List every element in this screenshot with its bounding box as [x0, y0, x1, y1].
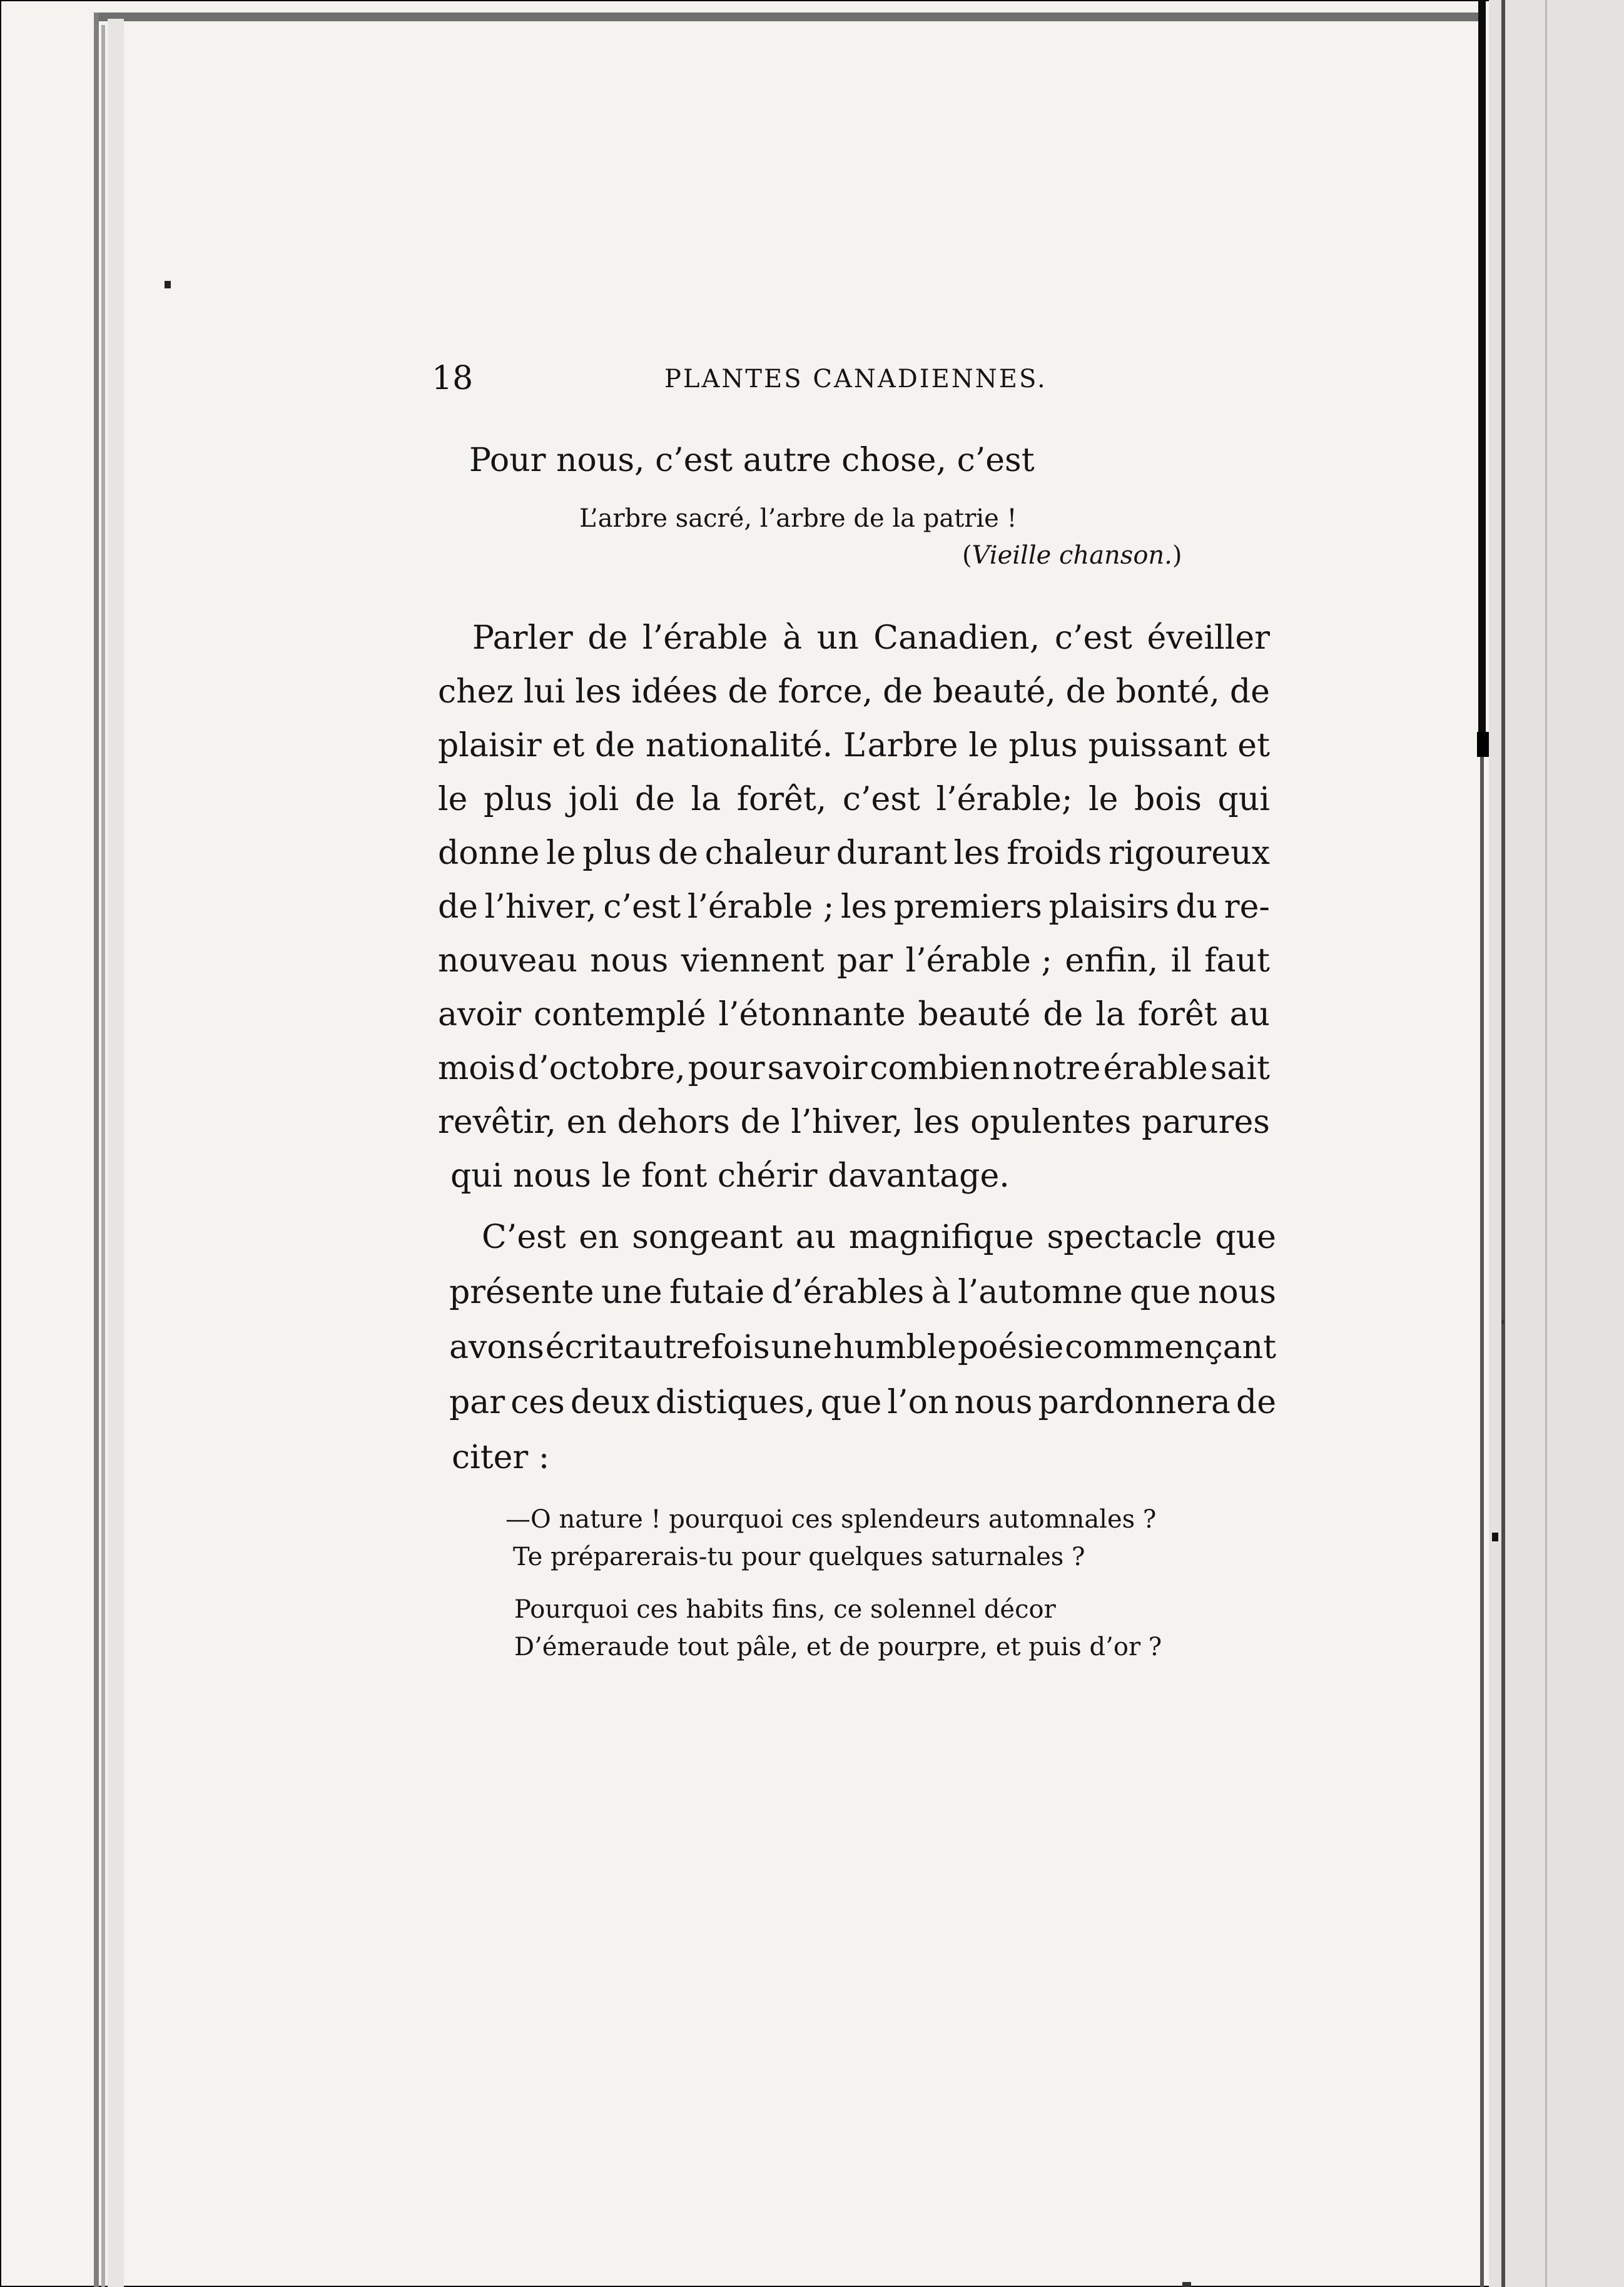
word: humble	[833, 1329, 957, 1366]
word: plaisirs	[1048, 888, 1169, 926]
word: durant	[836, 834, 947, 872]
word: une	[601, 1274, 662, 1311]
binding-edge-line	[1480, 757, 1484, 2287]
margin-speck-4	[1182, 2282, 1191, 2287]
poem-verse: D’émeraude tout pâle, et de pourpre, et puis d’or ?	[514, 1633, 1162, 1661]
paragraph-line	[438, 1050, 1270, 1087]
word: au	[1229, 996, 1270, 1033]
word: que	[820, 1384, 882, 1421]
word: distiques,	[655, 1384, 815, 1421]
word: plus	[483, 781, 553, 818]
poem-verse: —O nature ! pourquoi ces splendeurs automnales ?	[505, 1505, 1157, 1534]
opening-line: Pour nous, c’est autre chose, c’est	[469, 442, 1035, 479]
word: force,	[778, 673, 873, 711]
word: futaie	[669, 1274, 765, 1311]
word: que	[1215, 1219, 1276, 1256]
word: plaisir	[438, 727, 542, 764]
word: plus	[1008, 727, 1078, 764]
word: de	[1236, 1384, 1276, 1421]
word: en	[579, 1219, 619, 1256]
paragraph-last-line: citer :	[452, 1439, 550, 1476]
word: nous	[954, 1384, 1033, 1421]
word: L’arbre	[843, 727, 958, 764]
word: le	[438, 781, 468, 818]
margin-speck-2	[1492, 1533, 1498, 1541]
word: au	[795, 1219, 836, 1256]
word: l’hiver,	[484, 888, 597, 926]
paragraph-line	[438, 673, 1270, 711]
word: l’automne	[958, 1274, 1123, 1311]
word: beauté,	[933, 673, 1056, 711]
word: nous	[1197, 1274, 1276, 1311]
word: une	[771, 1329, 833, 1366]
word: Parler	[472, 619, 573, 657]
word: de	[728, 673, 768, 711]
word: de	[634, 781, 675, 818]
word: songeant	[632, 1219, 783, 1256]
paragraph-line	[438, 888, 1270, 926]
word: idées	[631, 673, 718, 711]
word: de	[1065, 673, 1106, 711]
word: l’érable;	[936, 781, 1073, 818]
word: il	[1170, 942, 1192, 980]
word: pour	[688, 1050, 765, 1087]
word: c’est	[603, 888, 681, 926]
word: par	[836, 942, 893, 980]
word: l’érable ;	[905, 942, 1052, 980]
poem-verse: Pourquoi ces habits fins, ce solennel décor	[514, 1595, 1056, 1624]
word: joli	[568, 781, 619, 818]
word: le	[1089, 781, 1119, 818]
word: d’érables	[771, 1274, 925, 1311]
word: de	[587, 619, 628, 657]
word: premiers	[893, 888, 1042, 926]
paragraph-line	[438, 727, 1270, 764]
word: dehors	[617, 1103, 730, 1141]
word: bonté,	[1115, 673, 1220, 711]
word: re-	[1224, 888, 1270, 926]
page-frame-left-shadow	[108, 19, 124, 2287]
paragraph-line	[438, 1103, 1270, 1141]
page-number: 18	[432, 360, 474, 397]
word: combien	[870, 1050, 1010, 1087]
word: faut	[1204, 942, 1270, 980]
word: le	[546, 834, 576, 872]
paragraph-line	[438, 834, 1270, 872]
binding-edge-bar	[1478, 0, 1486, 757]
word: la	[1095, 996, 1125, 1033]
song-attribution	[962, 541, 1182, 570]
page-header	[432, 360, 1063, 410]
word: à	[931, 1274, 951, 1311]
word: plus	[582, 834, 652, 872]
word: le	[968, 727, 998, 764]
word: sait	[1210, 1050, 1270, 1087]
word: ces	[510, 1384, 565, 1421]
word: donne	[438, 834, 540, 872]
word: forêt	[1137, 996, 1217, 1033]
word: commençant	[1065, 1329, 1276, 1366]
word: éveiller	[1147, 619, 1270, 657]
paragraph-line	[449, 1384, 1276, 1421]
word: puissant	[1088, 727, 1227, 764]
word: contemplé	[533, 996, 706, 1033]
word: l’érable	[642, 619, 768, 657]
word: par	[449, 1384, 505, 1421]
paragraph-line	[438, 942, 1270, 980]
attribution-close-paren: )	[1172, 541, 1182, 570]
attribution-text: Vieille chanson.	[972, 541, 1172, 570]
word: chaleur	[704, 834, 830, 872]
word: que	[1129, 1274, 1191, 1311]
song-verse: L’arbre sacré, l’arbre de la patrie !	[579, 504, 1017, 533]
word: notre	[1012, 1050, 1101, 1087]
word: revêtir,	[438, 1103, 556, 1141]
word: c’est	[842, 781, 920, 818]
word: érable	[1103, 1050, 1208, 1087]
page-frame-left-inner	[101, 25, 105, 2287]
word: enfin,	[1065, 942, 1159, 980]
word: avoir	[438, 996, 522, 1033]
word: Canadien,	[873, 619, 1040, 657]
word: viennent	[681, 942, 825, 980]
word: forêt,	[736, 781, 827, 818]
word: les	[953, 834, 1000, 872]
word: de	[595, 727, 636, 764]
word: bois	[1134, 781, 1202, 818]
word: l’érable ;	[687, 888, 835, 926]
word: avons	[449, 1329, 544, 1366]
paragraph-line	[449, 1329, 1276, 1366]
word: les	[913, 1103, 960, 1141]
word: poésie	[957, 1329, 1064, 1366]
facing-page-line	[1545, 0, 1547, 2287]
word: pardonnera	[1038, 1384, 1231, 1421]
page-frame-top	[94, 13, 1483, 21]
paragraph-line	[438, 996, 1270, 1033]
word: les	[575, 673, 622, 711]
margin-speck-1	[165, 281, 171, 288]
word: froids	[1007, 834, 1102, 872]
paragraph-line	[482, 1219, 1276, 1256]
word: parures	[1141, 1103, 1270, 1141]
word: et	[1237, 727, 1270, 764]
word: rigoureux	[1108, 834, 1270, 872]
word: lui	[523, 673, 566, 711]
word: à	[783, 619, 803, 657]
word: chez	[438, 673, 514, 711]
word: de	[1043, 996, 1084, 1033]
word: magnifique	[848, 1219, 1034, 1256]
word: qui	[1217, 781, 1270, 818]
word: mois	[438, 1050, 515, 1087]
word: opulentes	[970, 1103, 1132, 1141]
word: de	[883, 673, 923, 711]
poem-verse: Te préparerais-tu pour quelques saturnales ?	[513, 1543, 1085, 1571]
paragraph-line	[472, 619, 1270, 657]
running-title: PLANTES CANADIENNES.	[664, 365, 1047, 393]
word: de	[740, 1103, 781, 1141]
word: l’hiver,	[791, 1103, 903, 1141]
word: beauté	[918, 996, 1031, 1033]
word: du	[1175, 888, 1218, 926]
word: l’étonnante	[718, 996, 906, 1033]
facing-page-strip	[1489, 0, 1624, 2287]
word: savoir	[767, 1050, 868, 1087]
paragraph-last-line: qui nous le font chérir davantage.	[450, 1157, 1010, 1195]
facing-page-edge	[1501, 0, 1505, 2287]
word: spectacle	[1047, 1219, 1202, 1256]
word: c’est	[1054, 619, 1132, 657]
word: un	[816, 619, 859, 657]
word: et	[552, 727, 585, 764]
word: de	[438, 888, 479, 926]
word: l’on	[887, 1384, 949, 1421]
paragraph-line	[449, 1274, 1276, 1311]
attribution-open-paren: (	[962, 541, 972, 570]
margin-speck-3	[1501, 1320, 1504, 1324]
word: autrefois	[622, 1329, 770, 1366]
word: nationalité.	[645, 727, 833, 764]
word: nous	[590, 942, 669, 980]
word: C’est	[482, 1219, 566, 1256]
word: deux	[570, 1384, 650, 1421]
word: de	[657, 834, 698, 872]
word: présente	[449, 1274, 594, 1311]
paragraph-line	[438, 781, 1270, 818]
word: de	[1229, 673, 1270, 711]
word: la	[691, 781, 721, 818]
word: d’octobre,	[517, 1050, 686, 1087]
word: les	[840, 888, 888, 926]
word: en	[566, 1103, 607, 1141]
word: écrit	[545, 1329, 622, 1366]
page-frame-left-outer	[94, 13, 99, 2287]
word: nouveau	[438, 942, 577, 980]
